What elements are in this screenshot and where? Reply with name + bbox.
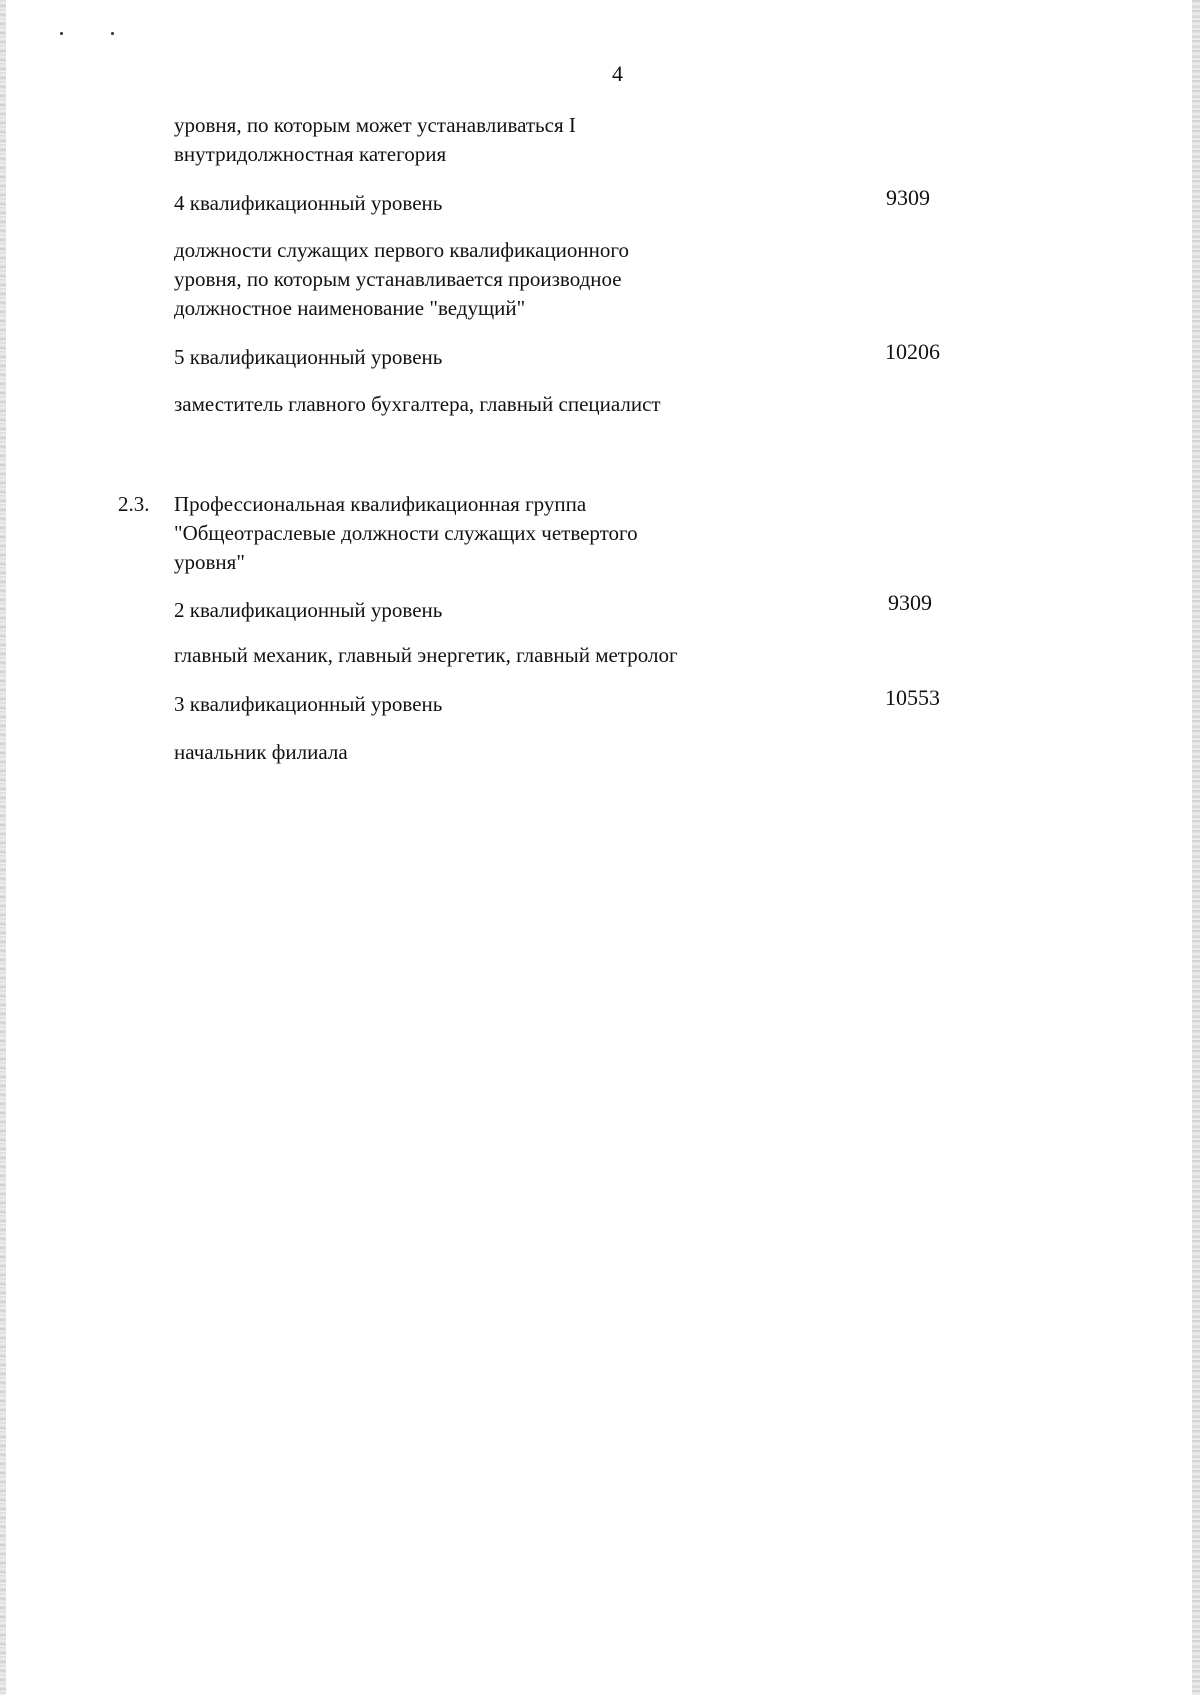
- level-description-line: главный механик, главный энергетик, главный метролог: [174, 643, 678, 667]
- level-description-line: должностное наименование "ведущий": [174, 296, 526, 320]
- continuation-line: внутридолжностная категория: [174, 142, 447, 166]
- level-description-line: уровня, по которым устанавливается производное: [174, 267, 622, 291]
- scan-edge-left: [0, 0, 6, 1695]
- section-number: 2.3.: [118, 492, 150, 516]
- salary-amount: 10206: [885, 339, 940, 364]
- qualification-level-label: 2 квалификационный уровень: [174, 598, 443, 622]
- qualification-level-label: 3 квалификационный уровень: [174, 692, 443, 716]
- page-number: 4: [612, 61, 623, 86]
- qualification-level-label: 4 квалификационный уровень: [174, 191, 443, 215]
- level-description-line: заместитель главного бухгалтера, главный специалист: [174, 392, 661, 416]
- section-title-line: уровня": [174, 550, 245, 574]
- level-description-line: должности служащих первого квалификационного: [174, 238, 629, 262]
- section-title-line: Профессиональная квалификационная группа: [174, 492, 587, 516]
- scan-speck: [111, 32, 114, 35]
- level-description-line: начальник филиала: [174, 740, 348, 764]
- salary-amount: 9309: [886, 185, 930, 210]
- continuation-line: уровня, по которым может устанавливаться I: [174, 113, 576, 137]
- salary-amount: 10553: [885, 685, 940, 710]
- section-title-line: "Общеотраслевые должности служащих четвертого: [174, 521, 638, 545]
- scan-edge-right: [1192, 0, 1200, 1695]
- scan-speck: [60, 32, 63, 35]
- salary-amount: 9309: [888, 590, 932, 615]
- qualification-level-label: 5 квалификационный уровень: [174, 345, 443, 369]
